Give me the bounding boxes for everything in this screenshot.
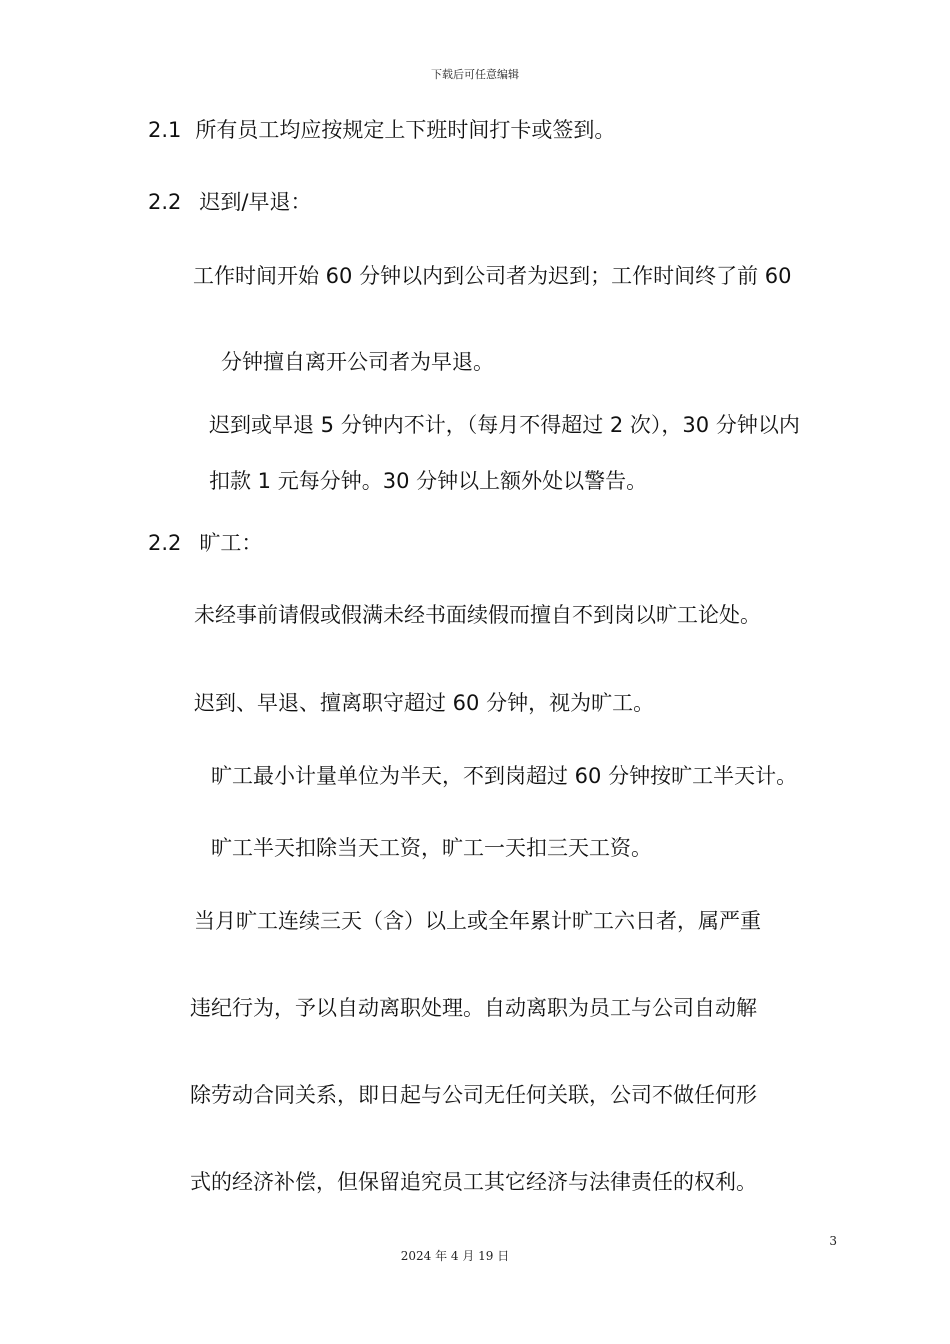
section-title: 迟到/早退： xyxy=(199,190,312,214)
absent-rule-5-line-1: 当月旷工连续三天（含）以上或全年累计旷工六日者，属严重 xyxy=(194,909,761,933)
absent-rule-2: 迟到、早退、擅离职守超过 60 分钟，视为旷工。 xyxy=(194,691,655,715)
absent-rule-5-line-4: 式的经济补偿，但保留追究员工其它经济与法律责任的权利。 xyxy=(190,1170,757,1194)
absent-rule-3: 旷工最小计量单位为半天，不到岗超过 60 分钟按旷工半天计。 xyxy=(211,764,798,788)
page-number: 3 xyxy=(829,1234,837,1248)
section-number: 2.2 xyxy=(148,531,182,555)
late-paragraph-1-line-1: 工作时间开始 60 分钟以内到公司者为迟到；工作时间终了前 60 xyxy=(193,264,792,288)
footer-date: 2024 年 4 月 19 日 xyxy=(400,1249,510,1263)
section-2-2-late xyxy=(148,188,311,216)
section-number: 2.2 xyxy=(148,190,182,214)
page-header: 下载后可任意编辑 xyxy=(431,68,519,81)
section-number: 2.1 xyxy=(148,118,182,142)
section-title: 旷工： xyxy=(199,531,263,555)
absent-rule-5-line-3: 除劳动合同关系，即日起与公司无任何关联，公司不做任何形 xyxy=(190,1083,757,1107)
absent-rule-4: 旷工半天扣除当天工资，旷工一天扣三天工资。 xyxy=(211,836,652,860)
late-paragraph-2-line-1: 迟到或早退 5 分钟内不计，（每月不得超过 2 次），30 分钟以内 xyxy=(209,413,800,437)
absent-rule-1: 未经事前请假或假满未经书面续假而擅自不到岗以旷工论处。 xyxy=(194,603,761,627)
section-2-2-absent xyxy=(148,529,262,557)
late-paragraph-1-line-2: 分钟擅自离开公司者为早退。 xyxy=(221,350,494,374)
late-paragraph-2-line-2: 扣款 1 元每分钟。30 分钟以上额外处以警告。 xyxy=(209,469,648,493)
section-2-1 xyxy=(148,116,615,144)
section-text: 所有员工均应按规定上下班时间打卡或签到。 xyxy=(195,118,616,142)
absent-rule-5-line-2: 违纪行为，予以自动离职处理。自动离职为员工与公司自动解 xyxy=(190,996,757,1020)
